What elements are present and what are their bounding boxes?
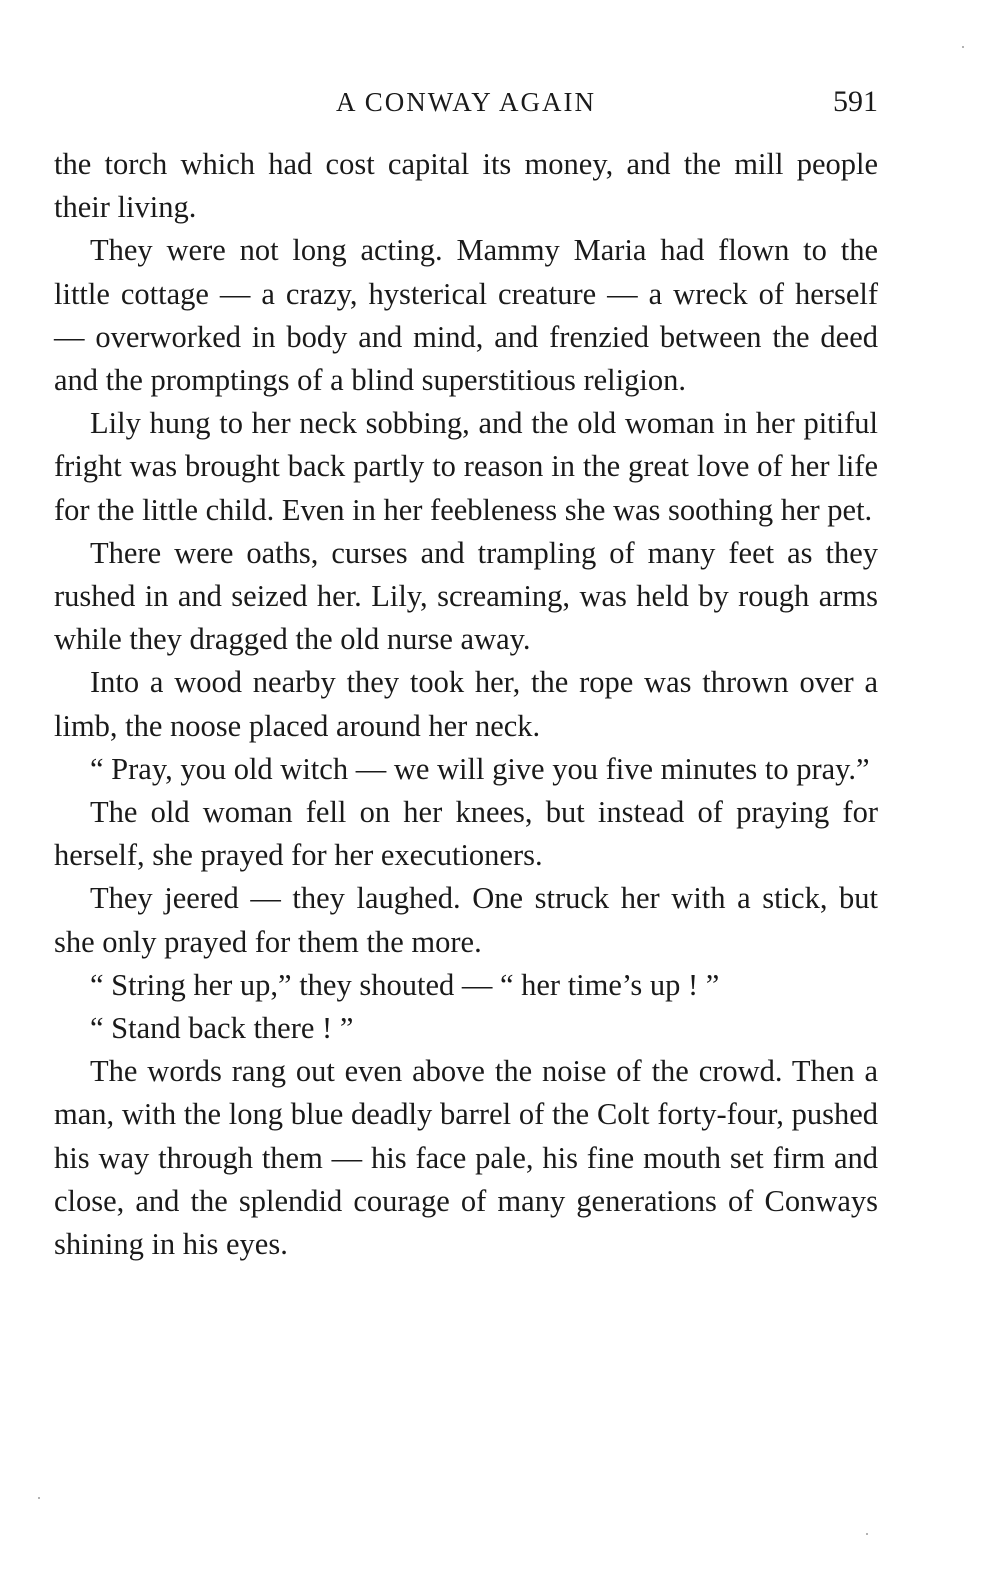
page-number: 591 xyxy=(833,85,878,118)
paragraph-5: Into a wood nearby they took her, the rope was thrown over a limb, the noose placed around her neck. xyxy=(54,665,878,743)
paragraph-8: They jeered — they laughed. One struck her with a stick, but she only prayed for them the more. xyxy=(54,881,878,959)
book-page xyxy=(54,0,878,1585)
paragraph-7: The old woman fell on her knees, but instead of praying for herself, she prayed for her executioners. xyxy=(54,795,878,873)
paragraph-10: “ Stand back there ! ” xyxy=(90,1011,354,1046)
paragraph-2: They were not long acting. Mammy Maria had flown to the little cottage — a crazy, hysterical creature — a wreck of herself — overworked in body and mind, and frenzied between the deed and the promptings of a blind superstitious religion. xyxy=(54,233,878,398)
page-header xyxy=(54,80,878,124)
paragraph-1: the torch which had cost capital its money, and the mill people their living. xyxy=(54,147,878,225)
paragraph-6: “ Pray, you old witch — we will give you five minutes to pray.” xyxy=(90,751,870,786)
paragraph-11: The words rang out even above the noise of the crowd. Then a man, with the long blue deadly barrel of the Colt forty-four, pushed his way through them — his face pale, his fine mouth set firm and close, and the splendid courage of many generations of Conways shining in his eyes. xyxy=(54,1054,878,1262)
running-title: A CONWAY AGAIN xyxy=(335,87,597,117)
paragraph-3: Lily hung to her neck sobbing, and the old woman in her pitiful fright was brought back partly to reason in the great love of her life for the little child. Even in her feebleness she was soothing her pet. xyxy=(54,406,878,527)
body-text xyxy=(54,143,878,1266)
paper-speck xyxy=(866,1533,868,1535)
paper-speck xyxy=(962,46,964,48)
paper-speck xyxy=(38,1497,40,1499)
paragraph-9: “ String her up,” they shouted — “ her time’s up ! ” xyxy=(90,967,720,1002)
paragraph-4: There were oaths, curses and trampling of many feet as they rushed in and seized her. Lily, screaming, was held by rough arms while they dragged the old nurse away. xyxy=(54,535,878,657)
